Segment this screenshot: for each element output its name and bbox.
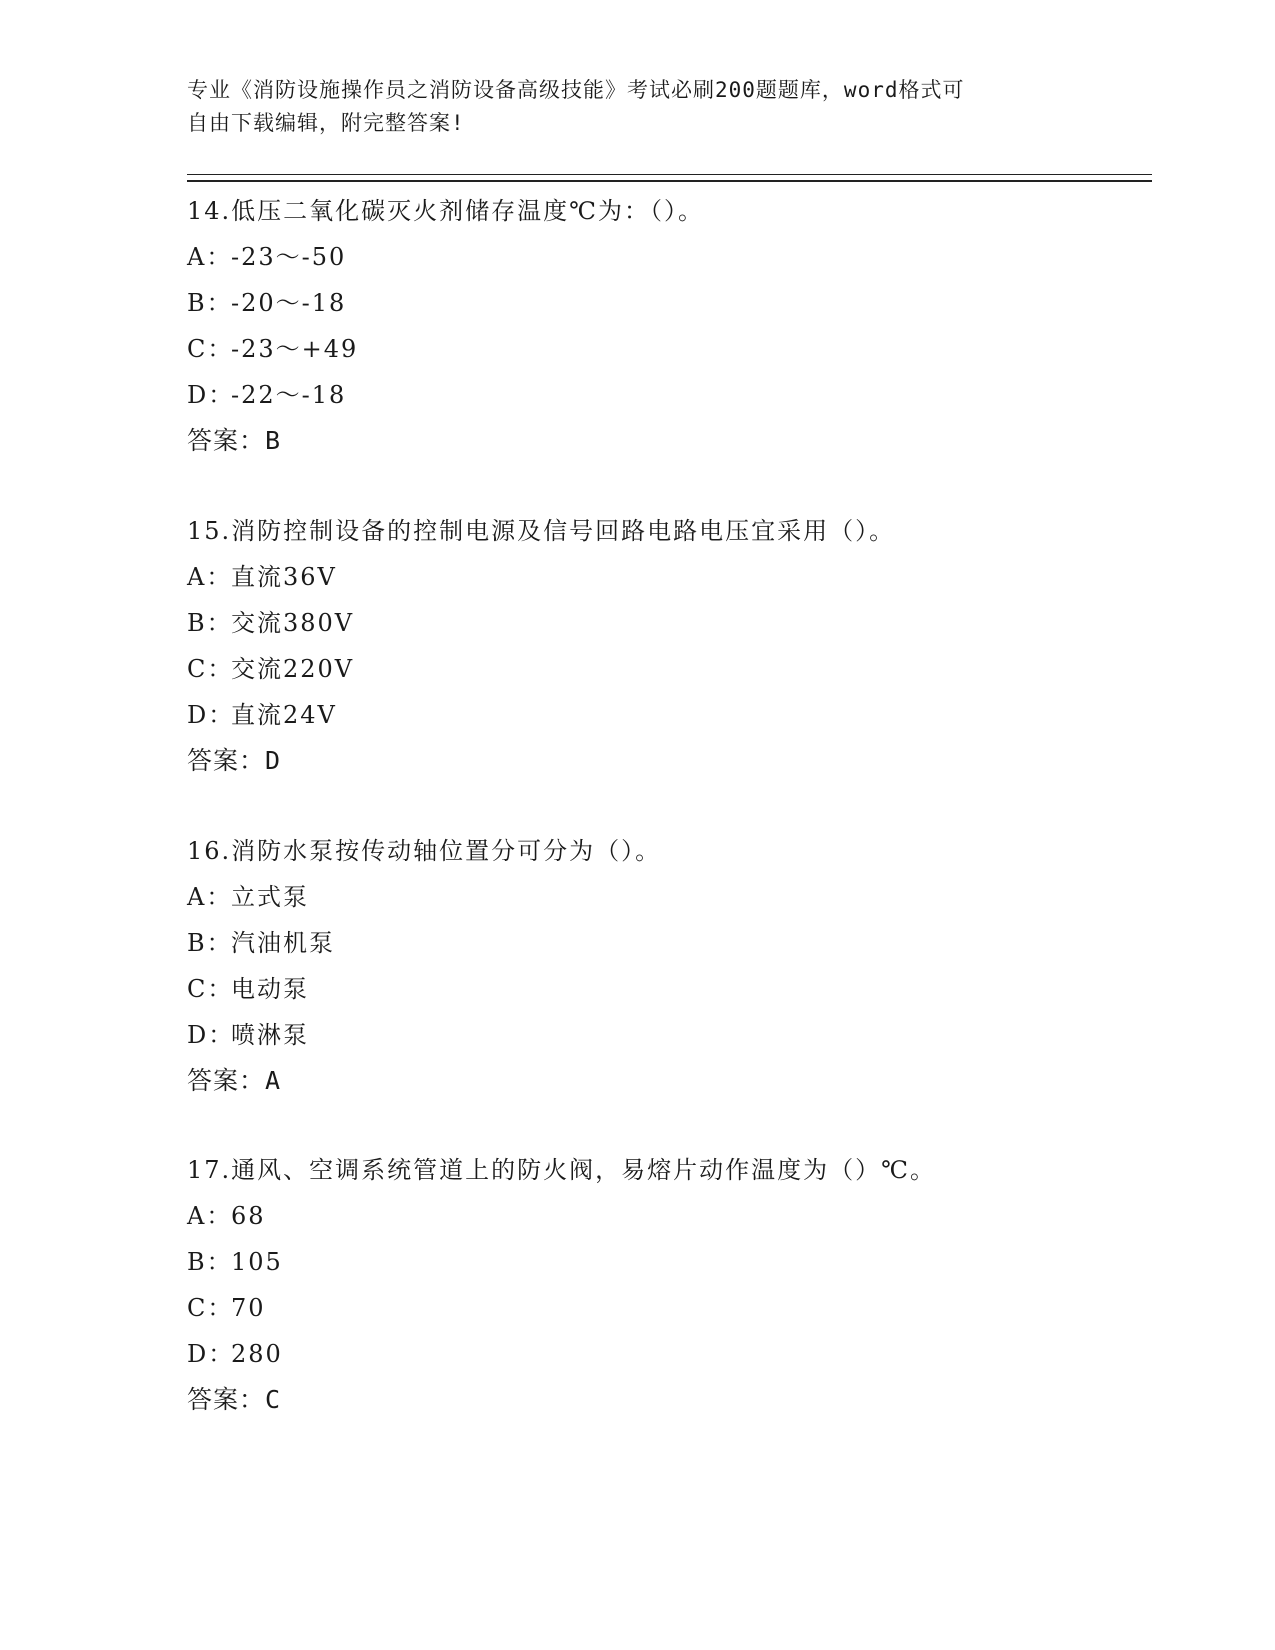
- option-text: 直流36V: [231, 563, 337, 591]
- option-a: [187, 234, 1147, 280]
- option-b: [187, 280, 1147, 326]
- header-divider-thin: [187, 174, 1152, 175]
- question-stem: 15.消防控制设备的控制电源及信号回路电路电压宜采用（）。: [187, 517, 896, 545]
- option-a: [187, 1193, 1147, 1239]
- option-d: [187, 1012, 1147, 1058]
- option-text: 交流380V: [231, 609, 355, 637]
- option-key: A：: [187, 1202, 233, 1230]
- option-key: A：: [187, 563, 233, 591]
- option-key: B：: [187, 929, 233, 957]
- option-key: D：: [187, 381, 235, 409]
- option-text: 280: [231, 1340, 283, 1368]
- option-b: [187, 600, 1147, 646]
- option-c: [187, 646, 1147, 692]
- option-text: -22～-18: [231, 381, 347, 409]
- option-c: [187, 966, 1147, 1012]
- option-text: 105: [231, 1248, 283, 1276]
- option-key: B：: [187, 1248, 233, 1276]
- option-text: 交流220V: [231, 655, 355, 683]
- option-key: B：: [187, 289, 233, 317]
- option-text: 电动泵: [231, 975, 309, 1003]
- option-key: B：: [187, 609, 233, 637]
- option-text: -23～+49: [231, 335, 359, 363]
- option-text: 汽油机泵: [231, 929, 335, 957]
- option-key: C：: [187, 655, 234, 683]
- option-text: -23～-50: [231, 243, 347, 271]
- question-14: [187, 188, 1147, 464]
- option-d: [187, 1331, 1147, 1377]
- answer: 答案：D: [187, 746, 282, 775]
- option-key: C：: [187, 335, 234, 363]
- answer: 答案：C: [187, 1385, 282, 1414]
- option-d: [187, 692, 1147, 738]
- option-key: C：: [187, 1294, 234, 1322]
- question-15: [187, 508, 1147, 784]
- document-header: [187, 74, 1087, 140]
- option-key: D：: [187, 1021, 235, 1049]
- question-stem: 14.低压二氧化碳灭火剂储存温度℃为：（）。: [187, 197, 705, 225]
- option-text: 70: [231, 1294, 266, 1322]
- option-a: [187, 874, 1147, 920]
- option-c: [187, 1285, 1147, 1331]
- answer: 答案：B: [187, 426, 282, 455]
- question-stem: 17.通风、空调系统管道上的防火阀，易熔片动作温度为（）℃。: [187, 1156, 937, 1184]
- option-a: [187, 554, 1147, 600]
- option-c: [187, 326, 1147, 372]
- option-b: [187, 920, 1147, 966]
- option-key: D：: [187, 1340, 235, 1368]
- option-key: A：: [187, 883, 233, 911]
- header-line-1: 专业《消防设施操作员之消防设备高级技能》考试必刷200题题库，word格式可: [187, 78, 965, 102]
- question-17: [187, 1147, 1147, 1423]
- option-key: A：: [187, 243, 233, 271]
- option-b: [187, 1239, 1147, 1285]
- option-key: C：: [187, 975, 234, 1003]
- header-line-2: 自由下载编辑，附完整答案!: [187, 111, 465, 135]
- header-divider-thick: [187, 180, 1152, 182]
- option-text: 立式泵: [231, 883, 309, 911]
- question-stem: 16.消防水泵按传动轴位置分可分为（）。: [187, 837, 662, 865]
- option-text: 68: [231, 1202, 266, 1230]
- option-text: 喷淋泵: [231, 1021, 309, 1049]
- question-16: [187, 828, 1147, 1104]
- option-d: [187, 372, 1147, 418]
- option-text: -20～-18: [231, 289, 347, 317]
- option-text: 直流24V: [231, 701, 337, 729]
- option-key: D：: [187, 701, 235, 729]
- answer: 答案：A: [187, 1066, 282, 1095]
